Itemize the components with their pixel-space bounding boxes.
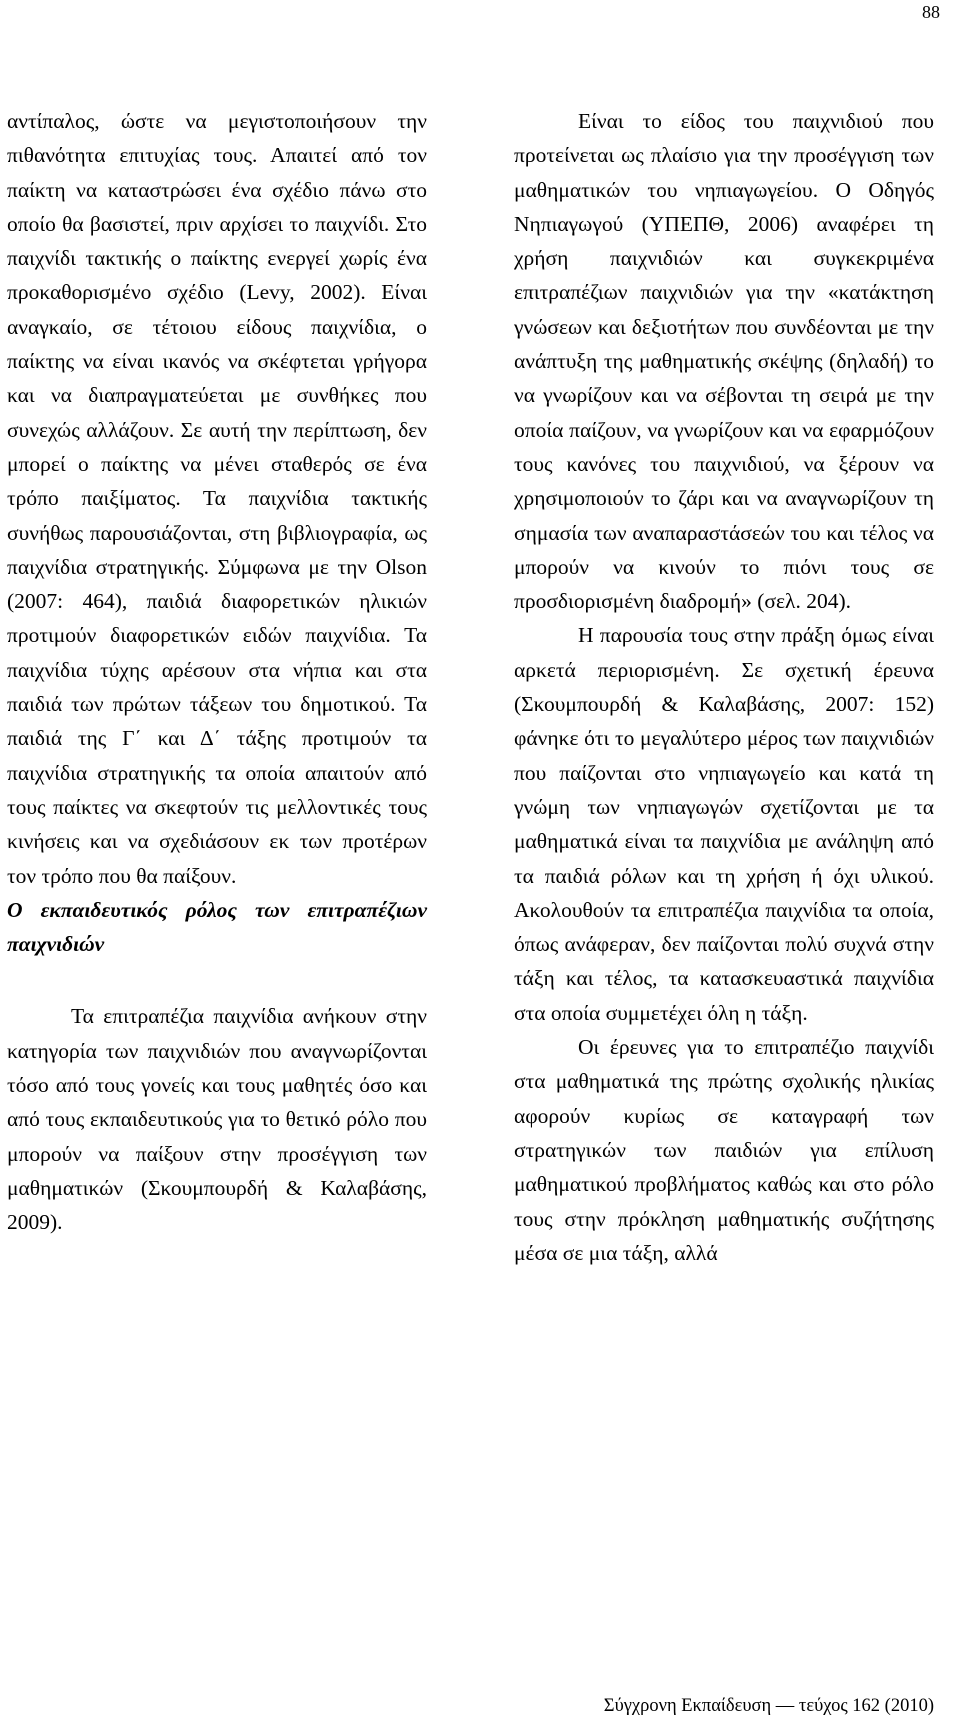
left-paragraph-1: αντίπαλος, ώστε να μεγιστοποιήσουν την πιθανότητα επιτυχίας τους. Απαιτεί από τον παίκτη να καταστρώσει ένα σχέδιο πάνω στο οποίο θα βασιστεί, πριν αρχίσει το παιχνίδι. Στο παιχνίδι τακτικής ο παίκτης ενεργεί χωρίς ένα προκαθορισμένο σχέδιο (Levy, 2002). Είναι αναγκαίο, σε τέτοιου είδους παιχνίδια, ο παίκτης να είναι ικανός να σκέφτεται γρήγορα και να διαπραγματεύεται με συνθήκες που συνεχώς αλλάζουν. Σε αυτή την περίπτωση, δεν μπορεί ο παίκτης να μένει σταθερός σε ένα τρόπο παιξίματος. Τα παιχνίδια τακτικής συνήθως παρουσιάζονται, στη βιβλιογραφία, ως παιχνίδια στρατηγικής. Σύμφωνα με την Olson (2007: 464), παιδιά διαφορετικών ηλικιών προτιμούν διαφορετικών ειδών παιχνίδια. Τα παιχνίδια τύχης αρέσουν στα νήπια και στα παιδιά των πρώτων τάξεων του δημοτικού. Τα παιδιά της Γ΄ και Δ΄ τάξης προτιμούν τα παιχνίδια στρατηγικής τα οποία απαιτούν από τους παίκτες να σκεφτούν τις μελλοντικές τους κινήσεις και να σχεδιάσουν εκ των προτέρων τον τρόπο που θα παίξουν. xyxy=(7,109,427,888)
section-heading: Ο εκπαιδευτικός ρόλος των επιτραπέζιων παιχνιδιών xyxy=(7,897,427,957)
left-column xyxy=(7,104,427,1240)
right-paragraph-3: Οι έρευνες για το επιτραπέζιο παιχνίδι στα μαθηματικά της πρώτης σχολικής ηλικίας αφορούν κυρίως σε καταγραφή των στρατηγικών των παιδιών για επίλυση μαθηματικού προβλήματος καθώς και στο ρόλο τους στην πρόκληση μαθηματικής συζήτησης μέσα σε μια τάξη, αλλά xyxy=(514,1035,934,1265)
right-paragraph-2: Η παρουσία τους στην πράξη όμως είναι αρκετά περιορισμένη. Σε σχετική έρευνα (Σκουμπουρδή & Καλαβάσης, 2007: 152) φάνηκε ότι το μεγαλύτερο μέρος των παιχνιδιών που παίζονται στο νηπιαγωγείο και κατά τη γνώμη των νηπιαγωγών σχετίζονται με τα μαθηματικά είναι τα παιχνίδια με ανάληψη από τα παιδιά ρόλων και τη χρήση ή όχι υλικού. Ακολουθούν τα επιτραπέζια παιχνίδια τα οποία, όπως ανάφεραν, δεν παίζονται πολύ συχνά στην τάξη και τέλος, τα κατασκευαστικά παιχνίδια στα οποία συμμετέχει όλη η τάξη. xyxy=(514,623,934,1025)
left-paragraph-2: Τα επιτραπέζια παιχνίδια ανήκουν στην κατηγορία των παιχνιδιών που αναγνωρίζονται τόσο από τους γονείς και τους μαθητές όσο και από τους εκπαιδευτικούς για το θετικό ρόλο που μπορούν να παίξουν στην προσέγγιση των μαθηματικών (Σκουμπουρδή & Καλαβάσης, 2009). xyxy=(7,1004,427,1235)
page-number: 88 xyxy=(922,2,940,22)
journal-footer: Σύγχρονη Εκπαίδευση — τεύχος 162 (2010) xyxy=(603,1696,934,1716)
right-paragraph-1: Είναι το είδος του παιχνιδιού που προτείνεται ως πλαίσιο για την προσέγγιση των μαθηματικών του νηπιαγωγείου. Ο Οδηγός Νηπιαγωγού (ΥΠΕΠΘ, 2006) αναφέρει τη χρήση παιχνιδιών και συγκεκριμένα επιτραπέζιων παιχνιδιών για την «κατάκτηση γνώσεων και δεξιοτήτων που συνδέονται με την ανάπτυξη της μαθηματικής σκέψης (δηλαδή) το να γνωρίζουν και να σέβονται τη σειρά με την οποία παίζουν, να γνωρίζουν και να εφαρμόζουν τους κανόνες του παιχνιδιού, να ξέρουν να χρησιμοποιούν το ζάρι και να αναγνωρίζουν τη σημασία των αναπαραστάσεών του και τέλος να μπορούν να κινούν το πιόνι τους σε προσδιορισμένη διαδρομή» (σελ. 204). xyxy=(514,109,934,614)
right-column xyxy=(514,104,934,1270)
